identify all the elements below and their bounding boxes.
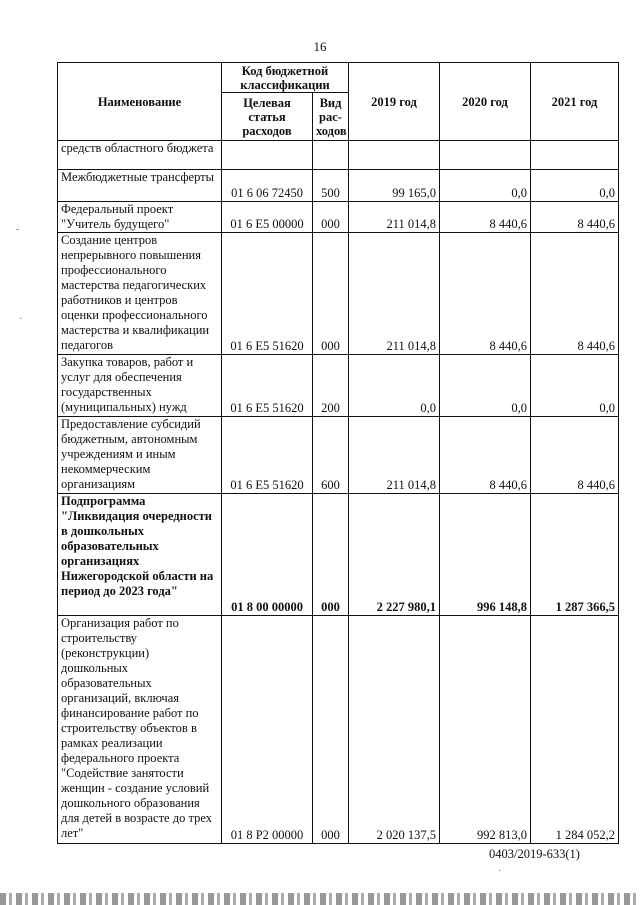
scan-mark: · xyxy=(19,314,23,325)
row-type: 500 xyxy=(313,170,349,202)
row-code: 01 6 E5 51620 xyxy=(222,355,313,417)
row-name: Предоставление субсидий бюджетным, автономным учреждениям и иным некоммерческим организациям xyxy=(58,417,222,494)
row-type xyxy=(313,141,349,170)
row-code: 01 8 00 00000 xyxy=(222,494,313,616)
row-2020: 992 813,0 xyxy=(440,616,531,844)
row-2020: 8 440,6 xyxy=(440,417,531,494)
row-type: 000 xyxy=(313,494,349,616)
row-code xyxy=(222,141,313,170)
header-expense-type: Вид рас-ходов xyxy=(313,93,349,141)
row-2019 xyxy=(349,141,440,170)
row-2020 xyxy=(440,141,531,170)
row-2019: 0,0 xyxy=(349,355,440,417)
table-row xyxy=(58,616,619,844)
row-name: Создание центров непрерывного повышения профессионального мастерства педагогических работников и центров оценки профессионального мастерства и квалификации педагогов xyxy=(58,233,222,355)
header-2021: 2021 год xyxy=(531,63,619,141)
table-row xyxy=(58,141,619,170)
row-2021: 1 287 366,5 xyxy=(531,494,619,616)
row-2021: 0,0 xyxy=(531,170,619,202)
row-2019: 211 014,8 xyxy=(349,202,440,233)
row-2020: 0,0 xyxy=(440,170,531,202)
row-name: Подпрограмма "Ликвидация очередности в дошкольных образовательных организациях Нижегородской области на период до 2023 года" xyxy=(58,494,222,616)
row-2021: 8 440,6 xyxy=(531,202,619,233)
table-row xyxy=(58,417,619,494)
header-name: Наименование xyxy=(58,63,222,141)
scan-mark: - xyxy=(16,224,20,235)
row-2021: 0,0 xyxy=(531,355,619,417)
row-code: 01 6 E5 51620 xyxy=(222,233,313,355)
header-2019: 2019 год xyxy=(349,63,440,141)
header-target-article: Целевая статья расходов xyxy=(222,93,313,141)
table-row xyxy=(58,170,619,202)
row-2021: 8 440,6 xyxy=(531,417,619,494)
table-row xyxy=(58,355,619,417)
budget-table xyxy=(57,62,619,844)
row-type: 600 xyxy=(313,417,349,494)
row-name: средств областного бюджета xyxy=(58,141,222,170)
row-2020: 8 440,6 xyxy=(440,233,531,355)
row-2021: 1 284 052,2 xyxy=(531,616,619,844)
table-row xyxy=(58,233,619,355)
row-code: 01 8 P2 00000 xyxy=(222,616,313,844)
row-2019: 211 014,8 xyxy=(349,233,440,355)
row-type: 000 xyxy=(313,616,349,844)
document-code: 0403/2019-633(1) xyxy=(489,847,580,861)
row-name: Межбюджетные трансферты xyxy=(58,170,222,202)
row-type: 000 xyxy=(313,233,349,355)
row-2019: 211 014,8 xyxy=(349,417,440,494)
row-type: 200 xyxy=(313,355,349,417)
row-2021 xyxy=(531,141,619,170)
row-name: Федеральный проект "Учитель будущего" xyxy=(58,202,222,233)
row-code: 01 6 E5 51620 xyxy=(222,417,313,494)
row-2020: 0,0 xyxy=(440,355,531,417)
page-number: 16 xyxy=(313,39,327,54)
row-2019: 99 165,0 xyxy=(349,170,440,202)
row-code: 01 6 E5 00000 xyxy=(222,202,313,233)
scan-mark: · xyxy=(498,866,502,877)
row-code: 01 6 06 72450 xyxy=(222,170,313,202)
row-name: Организация работ по строительству (реконструкции) дошкольных образовательных организаций, включая финансирование работ по строительству объектов в рамках реализации федерального проекта "Содействие занятости женщин - создание условий дошкольного образования для детей в возрасте до трех лет" xyxy=(58,616,222,844)
row-2019: 2 227 980,1 xyxy=(349,494,440,616)
row-2019: 2 020 137,5 xyxy=(349,616,440,844)
table-row xyxy=(58,202,619,233)
row-2020: 996 148,8 xyxy=(440,494,531,616)
table-row-subprogram xyxy=(58,494,619,616)
header-2020: 2020 год xyxy=(440,63,531,141)
row-type: 000 xyxy=(313,202,349,233)
header-code-group: Код бюджетной классификации xyxy=(222,63,349,93)
row-2021: 8 440,6 xyxy=(531,233,619,355)
row-2020: 8 440,6 xyxy=(440,202,531,233)
row-name: Закупка товаров, работ и услуг для обеспечения государственных (муниципальных) нужд xyxy=(58,355,222,417)
scan-artifact-strip xyxy=(0,893,640,905)
